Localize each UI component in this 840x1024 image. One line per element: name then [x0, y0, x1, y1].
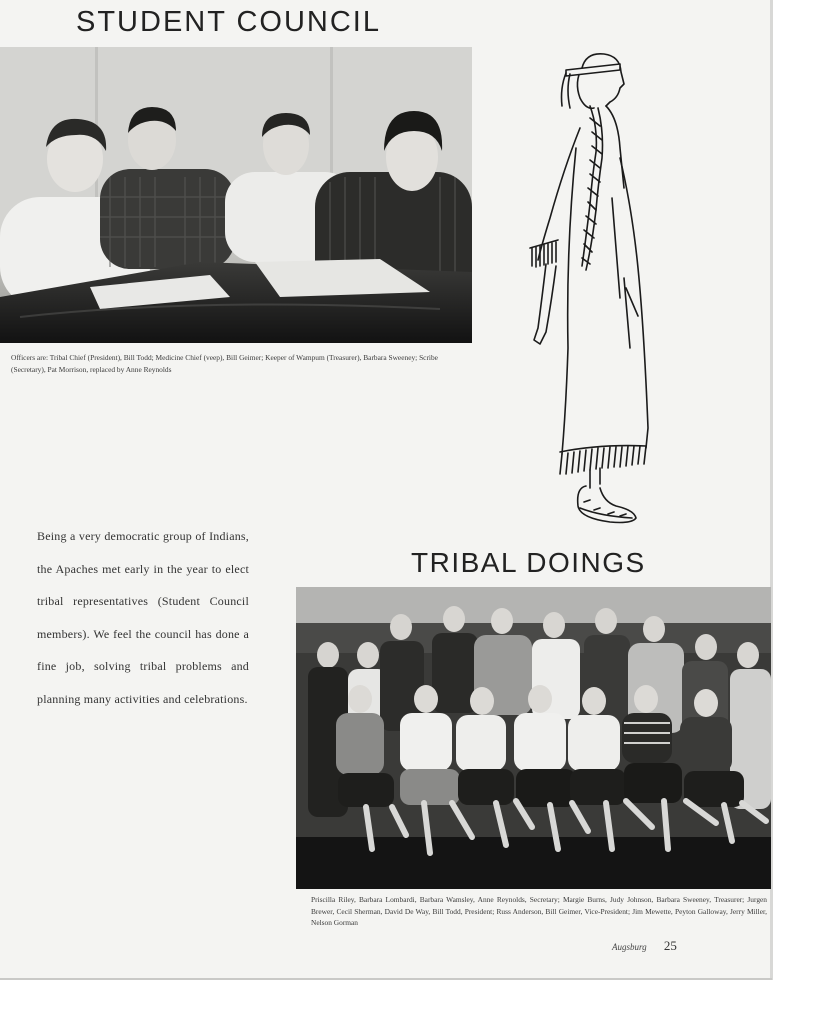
- page-folio: [612, 938, 677, 954]
- page-edge-bottom: [0, 978, 772, 980]
- group-caption: Priscilla Riley, Barbara Lombardi, Barbara Wamsley, Anne Reynolds, Secretary; Margie Burns, Judy Johnson, Barbara Sweeney, Treasurer; Jurgen Brewer, Cecil Sherman, David De Way, Bill Todd, President; Russ Anderson, Bill Geimer, Vice-President; Jim Mewette, Peyton Galloway, Jerry Miller, Nelson Gorman: [311, 895, 767, 927]
- school-name: Augsburg: [612, 942, 647, 952]
- council-group-photo: [296, 587, 771, 889]
- officers-photo: [0, 47, 472, 343]
- page-number: 25: [663, 938, 677, 953]
- student-council-heading: STUDENT COUNCIL: [76, 6, 381, 38]
- tribal-doings-heading: TRIBAL DOINGS: [411, 547, 646, 578]
- officers-photo-image: [0, 47, 472, 343]
- body-paragraph: Being a very democratic group of Indians, the Apaches met early in the year to elect tribal representatives (Student Council members). We feel the council has done a fine job, solving tribal problems and planning many activities and celebrations.: [37, 529, 249, 706]
- officers-caption: Officers are: Tribal Chief (President), Bill Todd; Medicine Chief (veep), Bill Geimer; Keeper of Wampum (Treasurer), Barbara Sweeney; Scribe (Secretary), Pat Morrison, replaced by Anne Reynolds: [11, 353, 438, 374]
- group-photo-image: [296, 587, 771, 889]
- indian-maiden-drawing: [520, 48, 660, 544]
